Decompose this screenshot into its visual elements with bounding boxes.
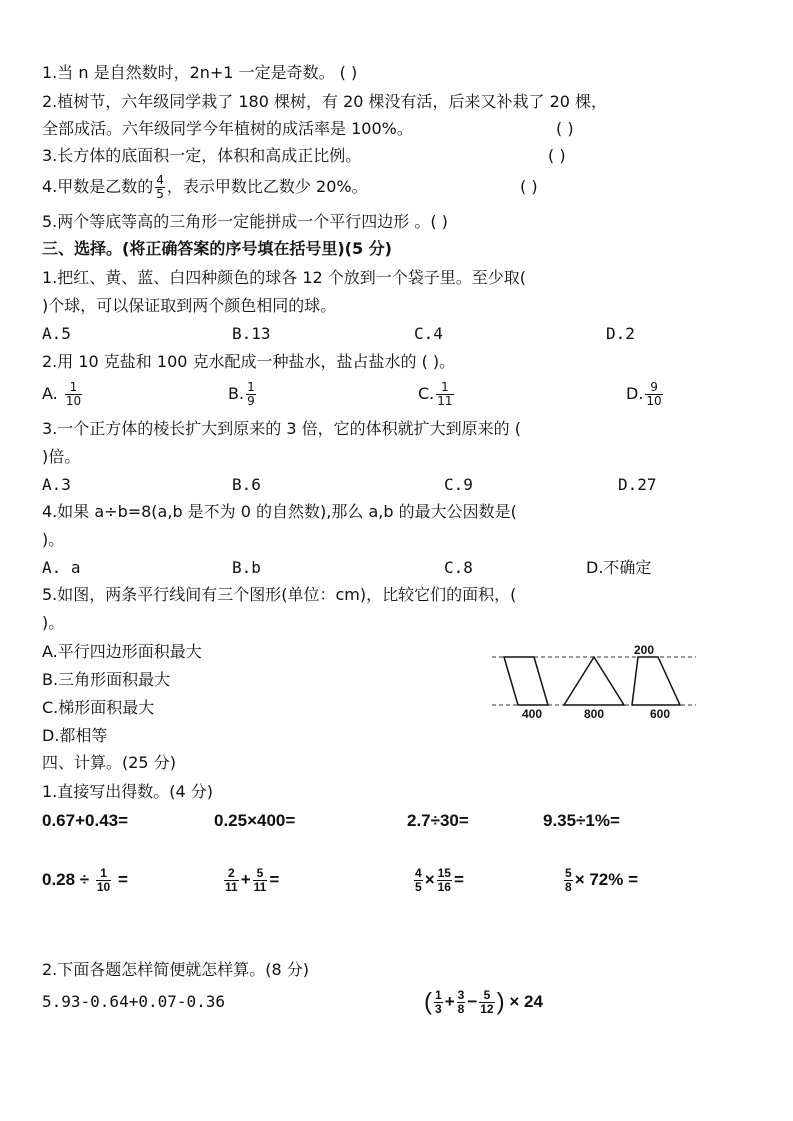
numerator: 9 (650, 380, 658, 394)
fraction (65, 381, 82, 408)
mc-q4-option-a[interactable]: A. a (42, 558, 81, 577)
denominator: 12 (480, 1002, 494, 1017)
denominator: 9 (247, 394, 255, 408)
mc-q1-option-a[interactable]: A.5 (42, 324, 71, 343)
fraction (436, 381, 453, 408)
denominator: 11 (437, 394, 453, 408)
fraction (253, 867, 268, 894)
mc-q2-option-d[interactable] (626, 376, 665, 412)
parallelogram-shape (504, 657, 548, 705)
mc-q1-option-d[interactable]: D.2 (606, 324, 635, 343)
expr-text: × 72% = (574, 870, 639, 889)
simplify-expression-1: 5.93-0.64+0.07-0.36 (42, 992, 226, 1011)
denominator: 5 (415, 880, 422, 895)
denominator: 10 (65, 394, 82, 408)
expr-text: 0.28 ÷ (42, 870, 94, 889)
calc-2: 0.25×400= (214, 811, 296, 830)
operator: × (424, 870, 435, 889)
tf-question-2-line2: 全部成活。六年级同学今年植树的成活率是 100%。 (42, 119, 413, 138)
fraction (434, 989, 443, 1016)
mc-q3-option-b[interactable]: B.6 (232, 475, 261, 494)
fraction (246, 381, 256, 408)
denominator: 5 (156, 187, 164, 201)
expr-text: = (113, 870, 128, 889)
tf-question-5: 5.两个等底等高的三角形一定能拼成一个平行四边形 。( ) (42, 212, 448, 231)
fraction (645, 381, 662, 408)
numerator: 3 (457, 988, 465, 1003)
fraction (224, 867, 239, 894)
option-label: C. (418, 384, 435, 403)
mc-question-4-line1: 4.如果 a÷b=8(a,b 是不为 0 的自然数),那么 a,b 的最大公因数是( (42, 502, 517, 521)
mc-question-4-line2: )。 (42, 530, 65, 549)
mc-q2-option-a[interactable] (42, 376, 84, 412)
numerator: 5 (256, 866, 264, 881)
tf-question-4-paren[interactable]: ( ) (520, 177, 538, 196)
trapezoid-shape (632, 657, 680, 705)
calc-3: 2.7÷30= (407, 811, 469, 830)
mc-question-2: 2.用 10 克盐和 100 克水配成一种盐水，盐占盐水的 ( )。 (42, 352, 456, 371)
triangle-base-label: 800 (584, 707, 605, 721)
option-label: B. (228, 384, 245, 403)
numerator: 1 (441, 380, 449, 394)
tf-question-1: 1.当 n 是自然数时，2n+1 一定是奇数。 ( ) (42, 63, 358, 82)
calc-1: 0.67+0.43= (42, 811, 129, 830)
left-paren: ( (424, 988, 432, 1016)
mc-q4-option-c[interactable]: C.8 (444, 558, 473, 577)
mc-q5-option-a[interactable]: A.平行四边形面积最大 (42, 642, 202, 661)
operator: − (467, 992, 478, 1011)
fraction (96, 867, 111, 894)
mc-question-1-line2: )个球，可以保证取到两个颜色相同的球。 (42, 296, 337, 315)
parallel-lines-figure (490, 640, 700, 725)
denominator: 8 (457, 1002, 465, 1017)
numerator: 5 (483, 988, 491, 1003)
denominator: 10 (96, 880, 111, 895)
denominator: 16 (437, 880, 451, 895)
fraction (414, 867, 423, 894)
option-label: D. (626, 384, 644, 403)
operator: + (240, 870, 251, 889)
trapezoid-top-label: 200 (634, 643, 655, 657)
mc-q4-option-b[interactable]: B.b (232, 558, 261, 577)
numerator: 1 (247, 380, 255, 394)
denominator: 11 (225, 880, 238, 895)
mc-question-3-line2: )倍。 (42, 447, 81, 466)
trapezoid-base-label: 600 (650, 707, 671, 721)
calc-6 (222, 862, 279, 898)
mc-q2-option-c[interactable] (418, 376, 456, 412)
option-label: A. (42, 384, 58, 403)
expr-text: = (453, 870, 464, 889)
numerator: 1 (69, 380, 78, 394)
right-paren: ) (496, 988, 505, 1016)
fraction (479, 989, 494, 1016)
denominator: 3 (435, 1002, 442, 1017)
mc-question-5-line2: )。 (42, 613, 65, 632)
triangle-shape (564, 657, 624, 705)
mc-q5-option-c[interactable]: C.梯形面积最大 (42, 698, 155, 717)
mc-question-5-line1: 5.如图，两条平行线间有三个图形(单位：cm)，比较它们的面积，( (42, 585, 517, 604)
mc-q1-option-c[interactable]: C.4 (414, 324, 443, 343)
mc-question-3-line1: 3.一个正方体的棱长扩大到原来的 3 倍，它的体积就扩大到原来的 ( (42, 419, 521, 438)
mc-q2-option-b[interactable] (228, 376, 258, 412)
fraction (564, 867, 573, 894)
mc-q3-option-a[interactable]: A.3 (42, 475, 71, 494)
tf-question-4 (42, 170, 368, 204)
numerator: 4 (415, 866, 422, 881)
calc-7 (412, 862, 464, 898)
calc-part-2-title: 2.下面各题怎样简便就怎样算。(8 分) (42, 960, 310, 979)
section-4-title: 四、计算。(25 分) (42, 753, 176, 772)
parallelogram-base-label: 400 (522, 707, 543, 721)
mc-q3-option-c[interactable]: C.9 (444, 475, 473, 494)
tf-question-3-paren[interactable]: ( ) (548, 146, 566, 165)
mc-q5-option-b[interactable]: B.三角形面积最大 (42, 670, 171, 689)
tf-question-3: 3.长方体的底面积一定，体积和高成正比例。 (42, 146, 362, 165)
calc-5 (42, 862, 128, 898)
tf-question-2-paren[interactable]: ( ) (556, 119, 574, 138)
denominator: 11 (253, 880, 267, 895)
tf-question-4-pre: 4.甲数是乙数的 (42, 177, 154, 196)
tf-question-2-line1: 2.植树节，六年级同学栽了 180 棵树，有 20 棵没有活，后来又补栽了 20 棵， (42, 92, 608, 111)
expr-text: = (269, 870, 280, 889)
numerator: 1 (435, 988, 442, 1003)
mc-q5-option-d[interactable]: D.都相等 (42, 726, 108, 745)
expr-text: × 24 (509, 992, 543, 1011)
fraction (437, 867, 452, 894)
calc-8 (562, 862, 638, 898)
denominator: 8 (565, 880, 572, 895)
calc-part-1-title: 1.直接写出得数。(4 分) (42, 782, 214, 801)
mc-q1-option-b[interactable]: B.13 (232, 324, 271, 343)
numerator: 5 (565, 866, 572, 881)
numerator: 15 (437, 866, 451, 881)
fraction (457, 989, 466, 1016)
operator: + (444, 992, 455, 1011)
tf-question-4-post: ，表示甲数比乙数少 20%。 (166, 177, 368, 196)
section-3-title: 三、选择。(将正确答案的序号填在括号里)(5 分) (42, 239, 392, 258)
numerator: 4 (156, 173, 164, 187)
mc-q4-option-d[interactable]: D.不确定 (586, 558, 652, 577)
mc-q3-option-d[interactable]: D.27 (618, 475, 657, 494)
mc-question-1-line1: 1.把红、黄、蓝、白四种颜色的球各 12 个放到一个袋子里。至少取( (42, 268, 527, 287)
simplify-expression-2 (424, 982, 543, 1023)
numerator: 2 (228, 866, 235, 881)
calc-4: 9.35÷1%= (543, 811, 620, 830)
denominator: 10 (646, 394, 662, 408)
numerator: 1 (100, 866, 107, 881)
fraction (155, 174, 165, 201)
